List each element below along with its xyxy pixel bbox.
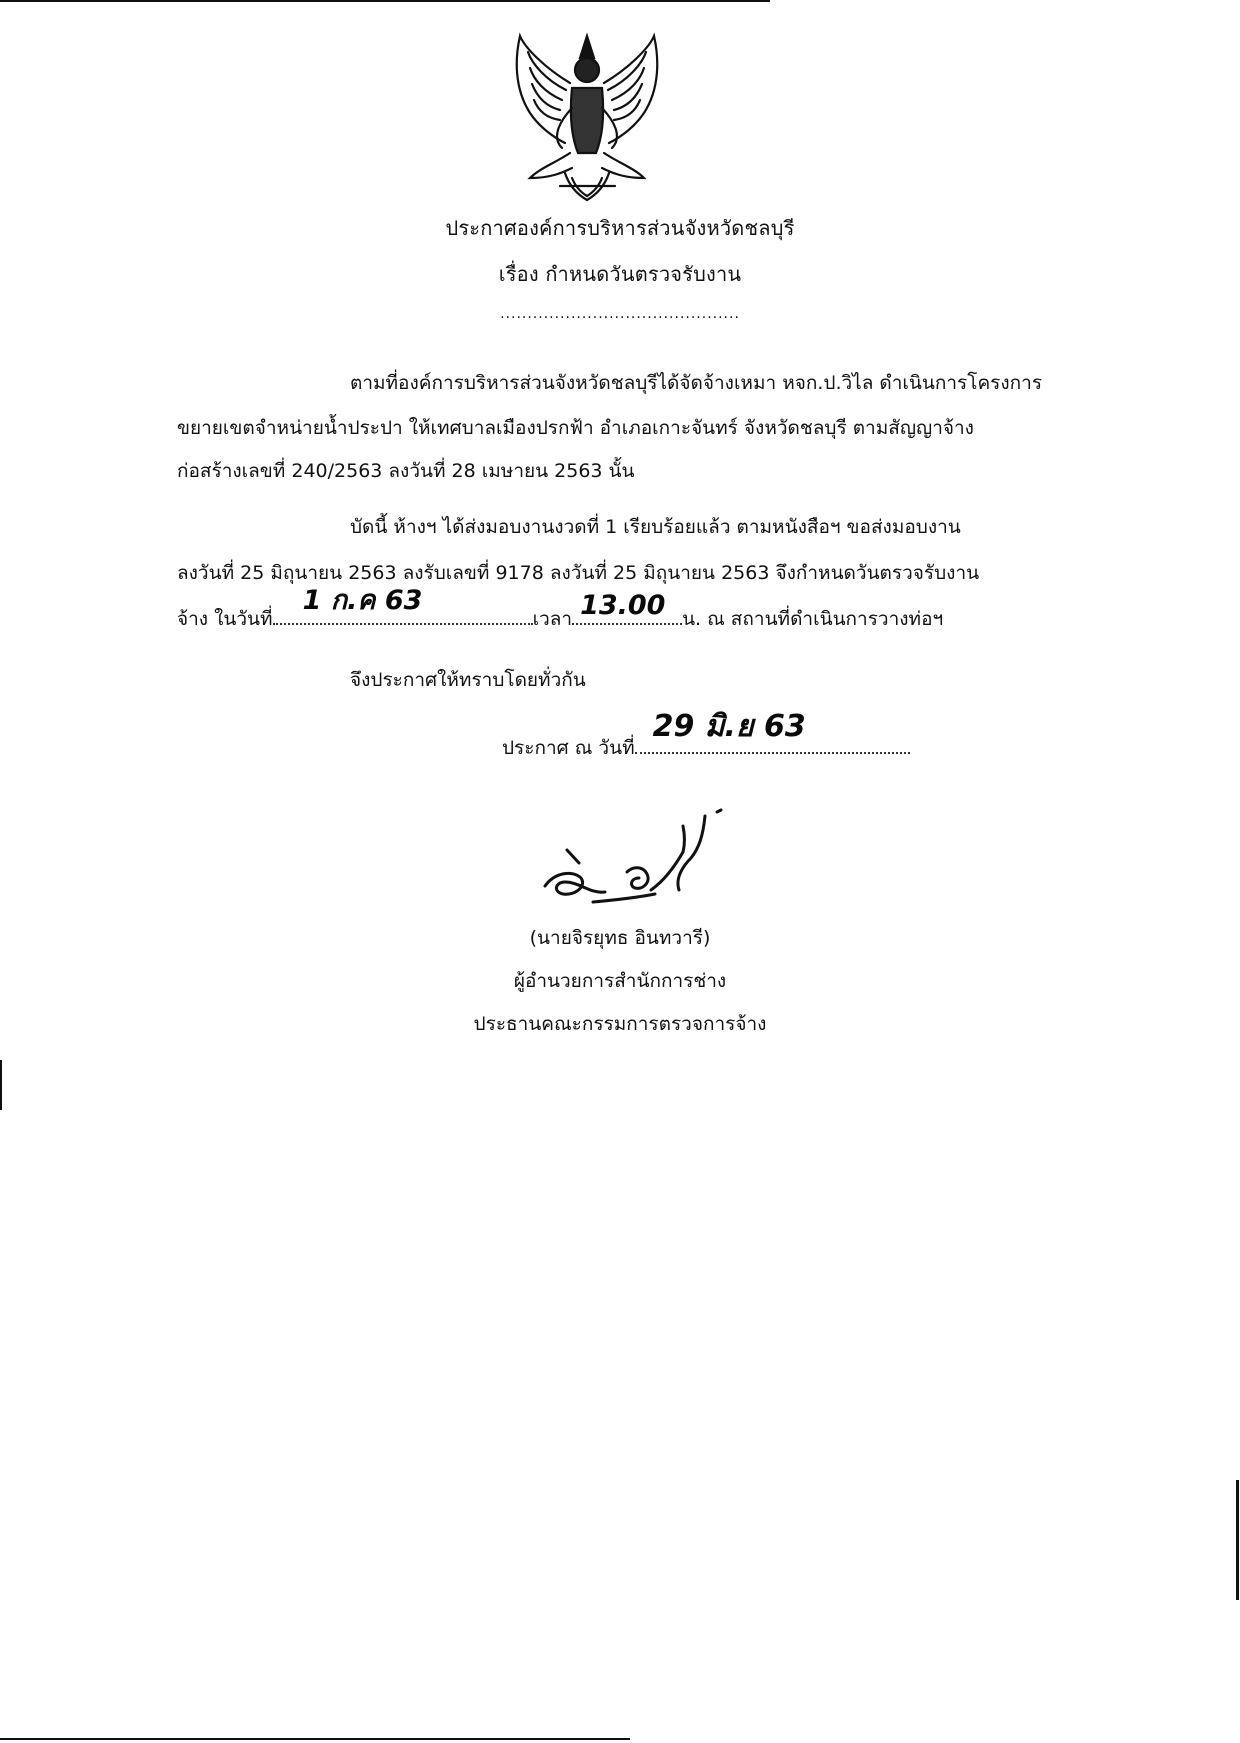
para1-line1: ตามที่องค์การบริหารส่วนจังหวัดชลบุรีได้จัดจ้างเหมา หจก.ป.วิไล ดำเนินการโครงการ bbox=[350, 372, 1043, 394]
announcement-title: ประกาศองค์การบริหารส่วนจังหวัดชลบุรี bbox=[445, 216, 795, 240]
inspection-time-field bbox=[572, 590, 682, 625]
scan-edge-right bbox=[1236, 1480, 1239, 1600]
para2-line3-prefix: จ้าง ในวันที่ bbox=[177, 608, 273, 630]
announce-date-prefix: ประกาศ ณ วันที่ bbox=[502, 737, 635, 759]
scan-edge-top bbox=[0, 0, 770, 2]
garuda-emblem-icon bbox=[500, 28, 675, 208]
para1-line3: ก่อสร้างเลขที่ 240/2563 ลงวันที่ 28 เมษายน 2563 นั้น bbox=[177, 460, 635, 482]
para2-line2: ลงวันที่ 25 มิถุนายน 2563 ลงรับเลขที่ 9178 ลงวันที่ 25 มิถุนายน 2563 จึงกำหนดวันตรวจรับงาน bbox=[177, 562, 980, 584]
para2-line1: บัดนี้ ห้างฯ ได้ส่งมอบงานงวดที่ 1 เรียบร้อยแล้ว ตามหนังสือฯ ขอส่งมอบงาน bbox=[350, 516, 961, 538]
scan-edge-left bbox=[0, 1060, 2, 1110]
announce-date-handwritten: 29 มิ.ย 63 bbox=[652, 709, 806, 744]
title-separator: ............................................ bbox=[500, 306, 740, 322]
para1-line2: ขยายเขตจำหน่ายน้ำประปา ให้เทศบาลเมืองปรกฟ้า อำเภอเกาะจันทร์ จังหวัดชลบุรี ตามสัญญาจ้าง bbox=[177, 417, 974, 439]
signatory-role: ประธานคณะกรรมการตรวจการจ้าง bbox=[473, 1013, 767, 1035]
scan-edge-bottom bbox=[0, 1738, 630, 1740]
closing-statement: จึงประกาศให้ทราบโดยทั่วกัน bbox=[350, 669, 586, 691]
announce-date-field bbox=[635, 709, 910, 754]
para2-time-label: เวลา bbox=[532, 608, 573, 630]
inspection-time-handwritten: 13.00 bbox=[580, 590, 666, 621]
para2-line3 bbox=[177, 585, 944, 634]
inspection-date-handwritten: 1 ก.ค 63 bbox=[302, 585, 423, 616]
handwritten-signature-icon bbox=[535, 808, 765, 918]
signatory-position: ผู้อำนวยการสำนักการช่าง bbox=[513, 970, 727, 992]
inspection-date-field bbox=[273, 585, 533, 625]
signatory-name: (นายจิรยุทธ อินทวารี) bbox=[529, 927, 711, 949]
announce-date-line bbox=[502, 709, 910, 763]
para2-line3-suffix: น. ณ สถานที่ดำเนินการวางท่อฯ bbox=[682, 608, 944, 630]
announcement-subject: เรื่อง กำหนดวันตรวจรับงาน bbox=[498, 262, 742, 286]
